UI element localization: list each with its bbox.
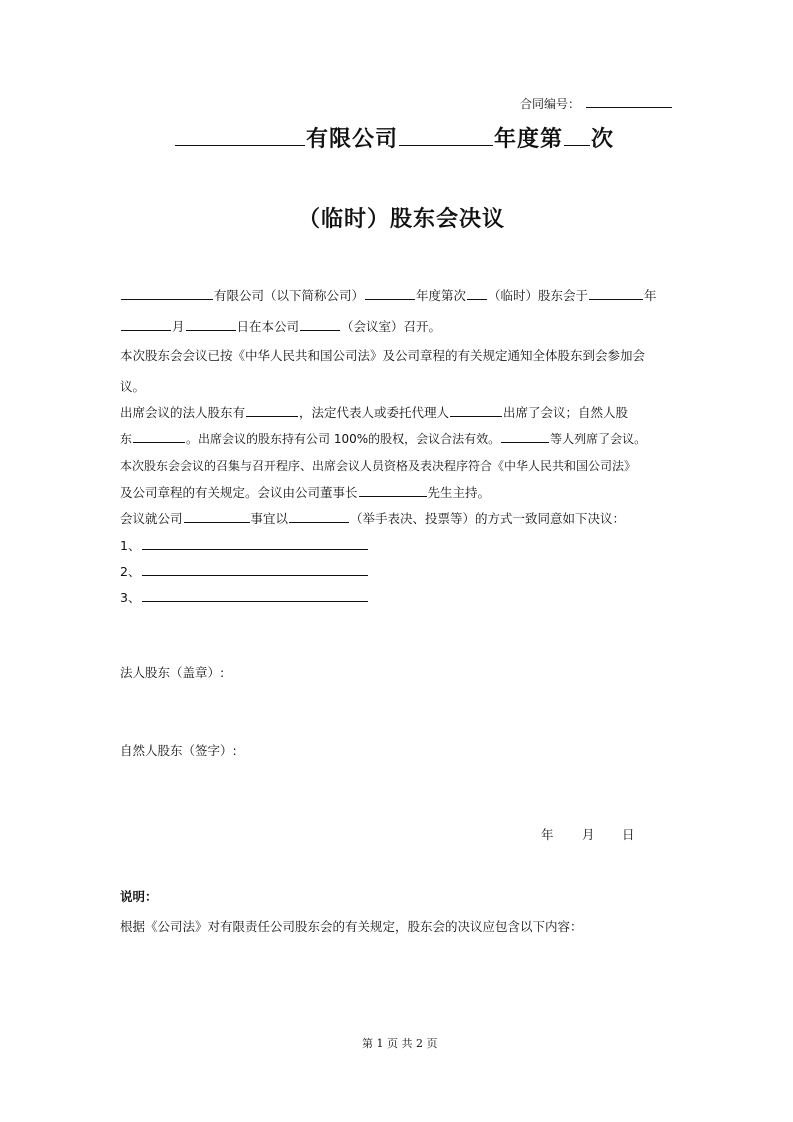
paragraph-compliance: 本次股东会会议的召集与召开程序、出席会议人员资格及表决程序符合《中华人民共和国公司法》 — [120, 459, 637, 473]
title-year: 年度第 — [494, 127, 564, 152]
blank — [501, 429, 549, 443]
resolution-item-3 — [120, 585, 368, 610]
text: 会议就公司 — [120, 511, 183, 526]
item-number: 1、 — [120, 538, 141, 553]
blank — [186, 317, 236, 331]
blank — [121, 317, 171, 331]
blank — [133, 429, 185, 443]
resolution-item-1 — [120, 533, 368, 558]
blank — [289, 509, 349, 523]
date-year: 年 — [541, 827, 554, 842]
document-title-line2: （临时）股东会决议 — [298, 207, 506, 232]
paragraph-resolution-intro — [120, 506, 625, 531]
paragraph-attendance-cont — [120, 427, 646, 452]
date-day: 日 — [622, 827, 635, 842]
text: 东 — [120, 432, 133, 446]
notes-heading: 说明： — [120, 889, 158, 904]
item-blank — [142, 563, 368, 576]
page-footer: 第 1 页 共 2 页 — [362, 1037, 438, 1050]
text: 先生主持。 — [427, 485, 491, 500]
title-session: 次 — [591, 127, 615, 152]
item-number: 2、 — [120, 564, 141, 579]
contract-number-blank — [586, 94, 672, 108]
text: 日在本公司 — [236, 319, 300, 334]
paragraph-meeting-info — [120, 283, 657, 308]
text: 月 — [172, 319, 185, 334]
date-month: 月 — [582, 827, 595, 842]
natural-shareholder-signature: 自然人股东（签字）: — [120, 743, 237, 758]
paragraph-attendance — [120, 400, 628, 425]
blank — [589, 286, 643, 300]
blank — [467, 286, 487, 300]
blank — [300, 317, 340, 331]
text: 及公司章程的有关规定。会议由公司董事长 — [120, 485, 358, 500]
blank — [359, 483, 427, 497]
blank — [246, 403, 298, 417]
contract-number — [520, 92, 673, 117]
text: 年 — [644, 288, 657, 303]
text: ，法定代表人或委托代理人 — [299, 405, 450, 420]
legal-shareholder-seal: 法人股东（盖章）: — [120, 665, 225, 680]
company-name-blank — [175, 125, 305, 146]
item-blank — [142, 589, 368, 602]
paragraph-compliance-cont — [120, 480, 490, 505]
text: 出席了会议；自然人股 — [503, 405, 629, 420]
title-company: 有限公司 — [306, 127, 399, 152]
blank — [184, 509, 250, 523]
text: 有限公司（以下简称公司） — [214, 288, 365, 303]
text: 等人列席了会议。 — [550, 432, 647, 446]
blank — [450, 403, 502, 417]
document-title-line1 — [174, 122, 614, 153]
text: （举手表决、投票等）的方式一致同意如下决议： — [350, 511, 626, 526]
session-blank — [564, 125, 590, 146]
resolution-item-2 — [120, 559, 368, 584]
text: 。出席会议的股东持有公司 100%的股权，会议合法有效。 — [186, 432, 501, 446]
item-number: 3、 — [120, 590, 141, 605]
text: （临时）股东会于 — [488, 288, 589, 303]
blank — [121, 286, 213, 300]
text: （会议室）召开。 — [341, 319, 442, 334]
paragraph-notice-cont: 议。 — [120, 379, 146, 394]
item-blank — [142, 537, 368, 550]
text: 出席会议的法人股东有 — [120, 405, 246, 420]
paragraph-meeting-date — [120, 314, 441, 339]
text: 年度第次 — [416, 288, 467, 303]
notes-text: 根据《公司法》对有限责任公司股东会的有关规定，股东会的决议应包含以下内容： — [120, 919, 583, 934]
text: 事宜以 — [250, 511, 289, 526]
paragraph-notice: 本次股东会会议已按《中华人民共和国公司法》及公司章程的有关规定通知全体股东到会参加会 — [120, 348, 646, 363]
year-blank — [399, 125, 493, 146]
blank — [365, 286, 415, 300]
contract-number-label: 合同编号： — [520, 97, 581, 111]
